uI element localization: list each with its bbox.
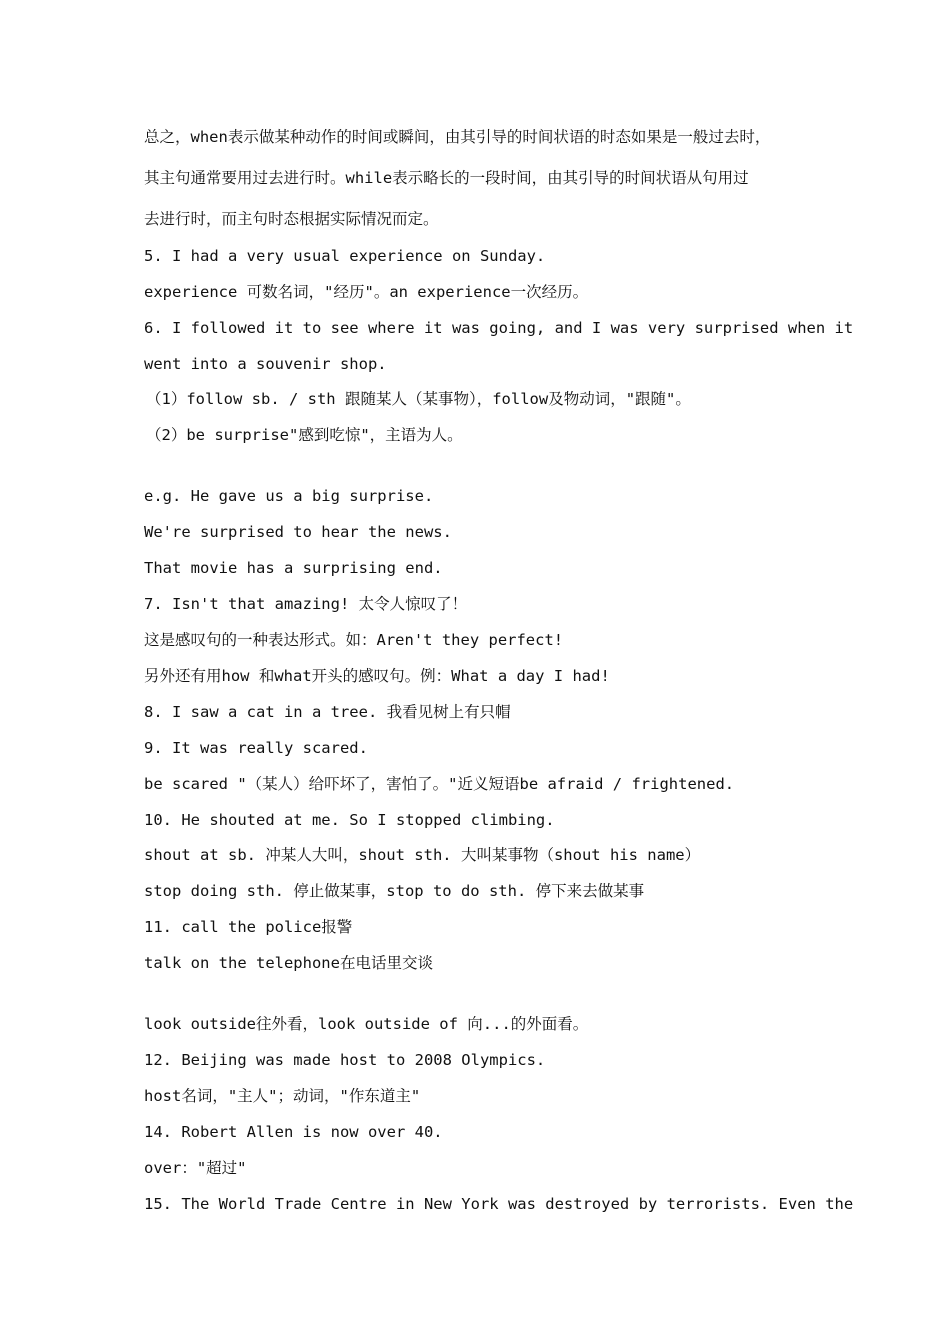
text-line: 11. call the police报警 xyxy=(144,918,353,936)
text-line: experience 可数名词，"经历"。an experience一次经历。 xyxy=(144,283,589,301)
text-line: be scared "（某人）给吓坏了，害怕了。"近义短语be afraid / frightened. xyxy=(144,775,735,793)
text-line: 去进行时，而主句时态根据实际情况而定。 xyxy=(144,210,439,228)
text-line: host名词，"主人"；动词，"作东道主" xyxy=(144,1087,421,1105)
text-line: 7. Isn't that amazing! 太令人惊叹了！ xyxy=(144,595,468,613)
text-line: （1）follow sb. / sth 跟随某人（某事物），follow及物动词，"跟随"。 xyxy=(146,390,691,408)
text-line: 6. I followed it to see where it was going, and I was very surprised when it xyxy=(144,319,854,337)
text-line: 10. He shouted at me. So I stopped climbing. xyxy=(144,811,555,829)
text-line: 9. It was really scared. xyxy=(144,739,368,757)
text-line: went into a souvenir shop. xyxy=(144,355,387,373)
text-line: look outside往外看，look outside of 向...的外面看。 xyxy=(144,1015,589,1033)
text-line: 8. I saw a cat in a tree. 我看见树上有只帽 xyxy=(144,703,511,721)
text-line: We're surprised to hear the news. xyxy=(144,523,452,541)
text-line: （2）be surprise"感到吃惊"，主语为人。 xyxy=(146,426,463,444)
text-line: 这是感叹句的一种表达形式。如：Aren't they perfect! xyxy=(144,631,564,649)
text-line: 5. I had a very usual experience on Sunday. xyxy=(144,247,546,265)
text-line: e.g. He gave us a big surprise. xyxy=(144,487,434,505)
text-line: shout at sb. 冲某人大叫，shout sth. 大叫某事物（shout his name） xyxy=(144,846,701,864)
text-line: 14. Robert Allen is now over 40. xyxy=(144,1123,443,1141)
text-line: That movie has a surprising end. xyxy=(144,559,443,577)
text-line: 总之，when表示做某种动作的时间或瞬间，由其引导的时间状语的时态如果是一般过去时， xyxy=(144,128,771,146)
text-line: 15. The World Trade Centre in New York was destroyed by terrorists. Even the xyxy=(144,1195,854,1213)
text-line: stop doing sth. 停止做某事，stop to do sth. 停下来去做某事 xyxy=(144,882,645,900)
text-line: 12. Beijing was made host to 2008 Olympics. xyxy=(144,1051,546,1069)
text-line: 另外还有用how 和what开头的感叹句。例：What a day I had! xyxy=(144,667,610,685)
text-line: 其主句通常要用过去进行时。while表示略长的一段时间，由其引导的时间状语从句用过 xyxy=(144,169,749,187)
text-line: talk on the telephone在电话里交谈 xyxy=(144,954,433,972)
text-line: over："超过" xyxy=(144,1159,247,1177)
